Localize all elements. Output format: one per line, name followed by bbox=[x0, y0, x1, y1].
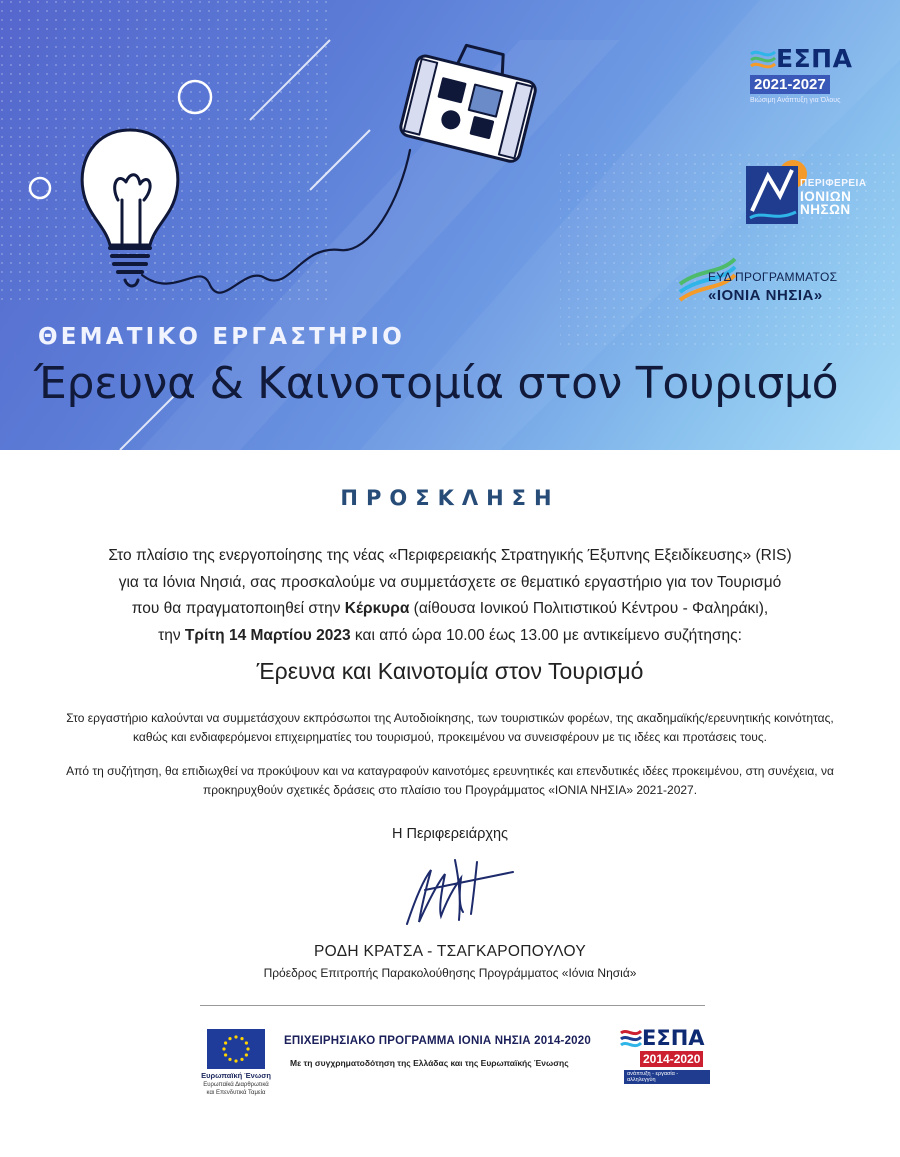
invitation-intro bbox=[40, 543, 860, 649]
eu-star-icon bbox=[228, 1037, 231, 1040]
eu-funds-line1: Ευρωπαϊκά Διαρθρωτικά bbox=[203, 1082, 269, 1088]
espa-years: 2021-2027 bbox=[750, 75, 830, 94]
participants-paragraph: Στο εργαστήριο καλούνται να συμμετάσχουν εκπρόσωποι της Αυτοδιοίκησης, των τουριστικών φορέων, της ακαδημαϊκής/ερευνητικής κοινότητας, καθώς και ενδιαφερόμενοι επιχειρηματίες του τουρισμού, προκειμένου να συνεισφέρουν με τις ιδέες και προτάσεις τους. bbox=[66, 711, 834, 744]
program-subtitle: Με τη συγχρηματοδότηση της Ελλάδας και της Ευρωπαϊκής Ένωσης bbox=[290, 1058, 569, 1068]
outcome-paragraph: Από τη συζήτηση, θα επιδιωχθεί να προκύψουν και να καταγραφούν καινοτόμες ερευνητικές και επενδυτικές ιδέες προκειμένου, στη συνέχεια, να προκηρυχθούν σχετικές δράσεις στο πλαίσιο του Προγράμματος «ΙΟΝΙΑ ΝΗΣΙΑ» 2021-2027. bbox=[66, 764, 834, 797]
intro-line-4 bbox=[40, 623, 860, 650]
eyd-logo-line2: «ΙΟΝΙΑ ΝΗΣΙΑ» bbox=[708, 287, 823, 304]
espa-wave-icon bbox=[750, 48, 776, 70]
eu-star-icon bbox=[234, 1059, 237, 1062]
intro-line-2: για τα Ιόνια Νησιά, σας προσκαλούμε να συμμετάσχετε σε θεματικό εργαστήριο για τον Τουρισμό bbox=[118, 573, 782, 591]
espa-tagline: Βιώσιμη Ανάπτυξη για Όλους bbox=[750, 97, 841, 104]
espa-2021-logo bbox=[750, 44, 860, 104]
signer-role: Η Περιφερειάρχης bbox=[392, 826, 508, 842]
eu-star-icon bbox=[240, 1037, 243, 1040]
eu-name: Ευρωπαϊκή Ένωση bbox=[201, 1071, 271, 1080]
intro-line-4-b: και από ώρα 10.00 έως 13.00 με αντικείμενο συζήτησης: bbox=[350, 626, 742, 644]
eu-funds-line2: και Επενδυτικά Ταμεία bbox=[206, 1090, 266, 1096]
invitation-heading: ΠΡΟΣΚΛΗΣΗ bbox=[340, 486, 560, 510]
signer-name: ΡΟΔΗ ΚΡΑΤΣΑ - ΤΣΑΓΚΑΡΟΠΟΥΛΟΥ bbox=[314, 943, 586, 960]
event-city: Κέρκυρα bbox=[344, 600, 410, 617]
header-banner bbox=[0, 0, 900, 450]
espa-2014-logo bbox=[620, 1026, 710, 1086]
espa-bottom-word: ΕΣΠΑ bbox=[642, 1026, 705, 1050]
region-line1: ΠΕΡΙΦΕΡΕΙΑ bbox=[800, 178, 867, 189]
region-line2: ΙΟΝΙΩΝ bbox=[800, 189, 852, 204]
banner-title: Έρευνα & Καινοτομία στον Τουρισμό bbox=[34, 358, 839, 409]
espa-bottom-tag: ανάπτυξη - εργασία - αλληλεγγύη bbox=[624, 1070, 710, 1084]
event-date: Τρίτη 14 Μαρτίου 2023 bbox=[184, 626, 351, 644]
discussion-topic: Έρευνα και Καινοτομία στον Τουρισμό bbox=[256, 658, 644, 684]
intro-line-3-a: που θα πραγματοποιηθεί στην bbox=[131, 600, 345, 617]
eu-star-icon bbox=[224, 1041, 227, 1044]
eu-star-icon bbox=[240, 1058, 243, 1061]
eu-star-icon bbox=[234, 1035, 237, 1038]
espa-bottom-wave-icon bbox=[620, 1028, 642, 1048]
signer-title: Πρόεδρος Επιτροπής Παρακολούθησης Προγράμματος «Ιόνια Νησιά» bbox=[263, 966, 637, 980]
espa-bottom-years: 2014-2020 bbox=[640, 1051, 703, 1067]
eu-star-icon bbox=[228, 1058, 231, 1061]
intro-line-1: Στο πλαίσιο της ενεργοποίησης της νέας «Περιφερειακής Στρατηγικής Έξυπνης Εξειδίκευσης» (RIS) bbox=[108, 547, 792, 564]
banner-subtitle: ΘΕΜΑΤΙΚΟ ΕΡΓΑΣΤΗΡΙΟ bbox=[38, 324, 406, 350]
eyd-logo-line1: ΕΥΔ ΠΡΟΓΡΑΜΜΑΤΟΣ bbox=[708, 270, 838, 284]
eu-funds bbox=[188, 1081, 284, 1097]
espa-word: ΕΣΠΑ bbox=[776, 44, 853, 73]
region-line3: ΝΗΣΩΝ bbox=[800, 202, 851, 217]
eu-star-icon bbox=[245, 1053, 248, 1056]
program-title: ΕΠΙΧΕΙΡΗΣΙΑΚΟ ΠΡΟΓΡΑΜΜΑ ΙΟΝΙΑ ΝΗΣΙΑ 2014-2020 bbox=[284, 1035, 591, 1047]
region-logo-text bbox=[800, 177, 867, 216]
footer-divider bbox=[200, 1005, 705, 1006]
espa-bottom-row bbox=[620, 1026, 710, 1050]
intro-line-4-a: την bbox=[158, 626, 185, 644]
intro-line-3-b: (αίθουσα Ιονικού Πολιτιστικού Κέντρου - Φαληράκι), bbox=[409, 600, 769, 617]
signature-icon bbox=[385, 850, 525, 932]
intro-line-3 bbox=[40, 596, 860, 623]
eu-star-icon bbox=[245, 1041, 248, 1044]
eu-flag-icon bbox=[207, 1029, 265, 1069]
eu-star-icon bbox=[224, 1053, 227, 1056]
eu-star-icon bbox=[222, 1047, 225, 1050]
eu-star-icon bbox=[246, 1047, 249, 1050]
